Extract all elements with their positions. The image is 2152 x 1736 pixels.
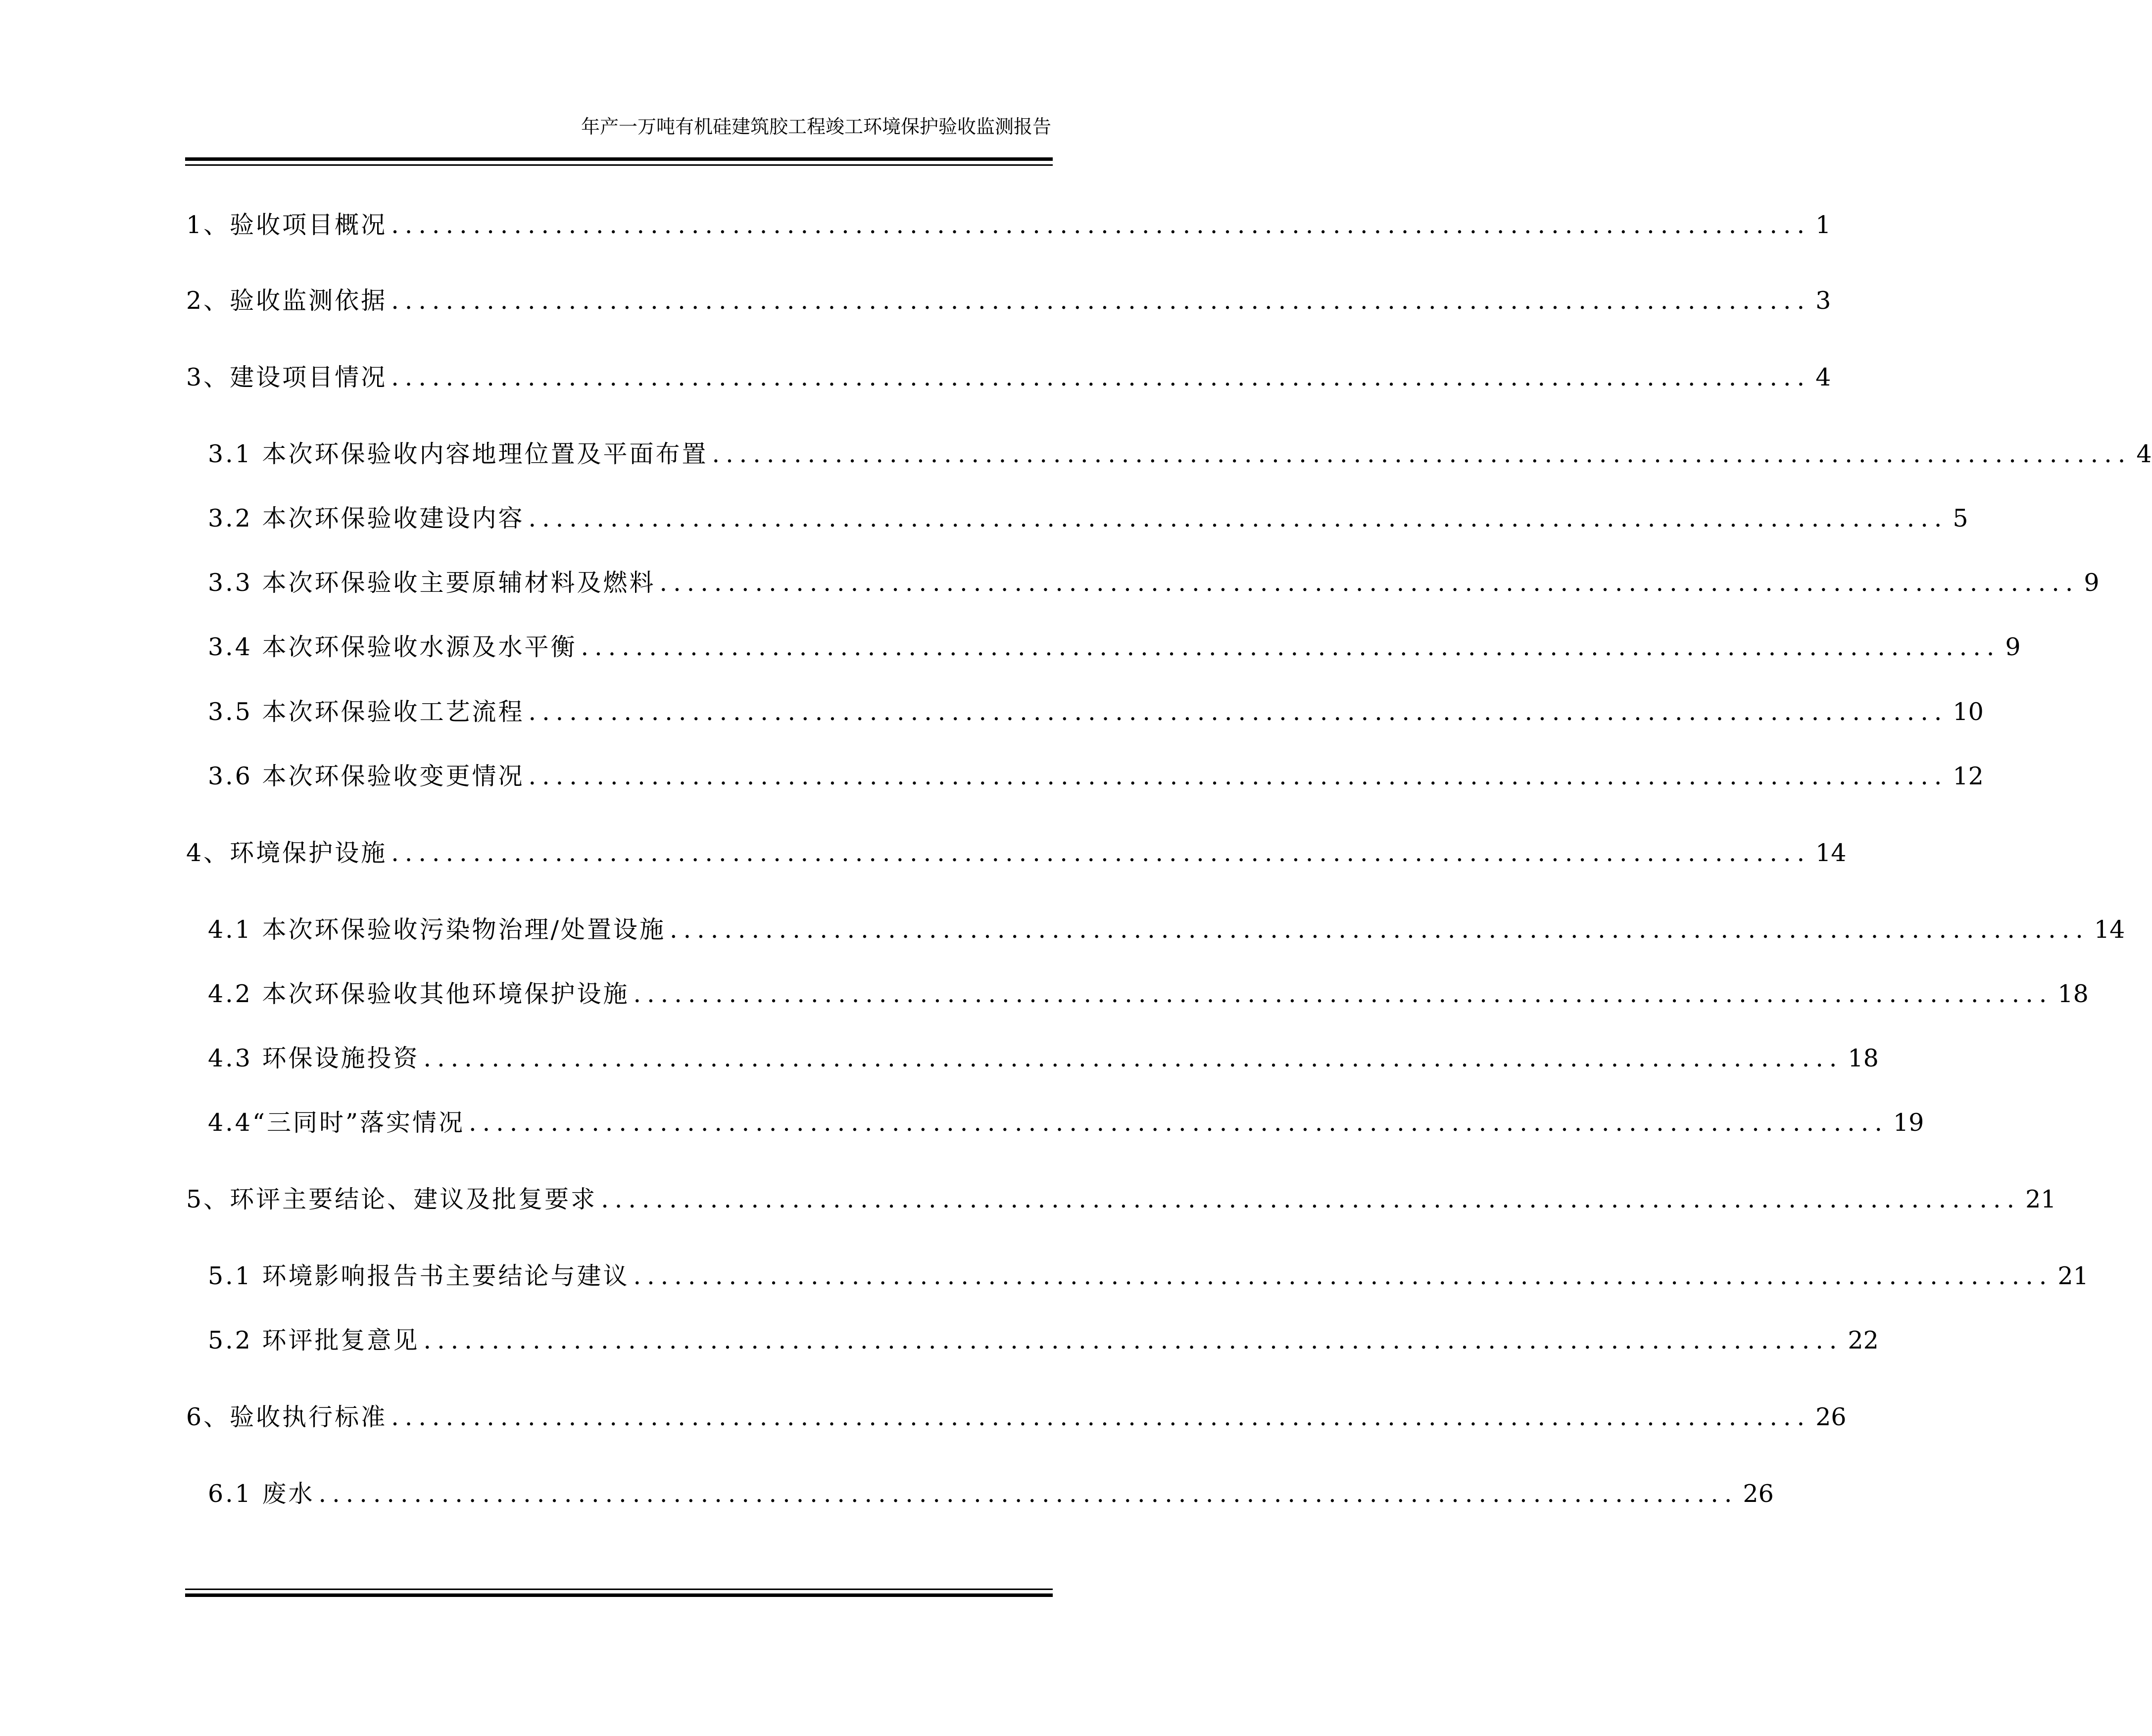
toc-leader-dots: ........................................................................................................ <box>391 211 1811 239</box>
toc-leader-dots: ........................................................................................................ <box>528 698 1948 726</box>
toc-entry-label: 4.1 本次环保验收污染物治理/处置设施 <box>208 916 666 944</box>
toc-entry-label: 5.2 环评批复意见 <box>208 1326 420 1354</box>
toc-leader-dots: ........................................................................................................ <box>633 1262 2053 1290</box>
toc-entry-page: 22 <box>1848 1326 1879 1354</box>
toc-entry[interactable] <box>208 1259 2089 1294</box>
toc-entry-label: 3.6 本次环保验收变更情况 <box>208 762 525 790</box>
toc-entry-page: 21 <box>2057 1262 2089 1290</box>
toc-leader-dots: ........................................................................................................ <box>391 287 1811 315</box>
toc-leader-dots: ........................................................................................................ <box>633 980 2053 1008</box>
toc-entry-label: 4.4“三同时”落实情况 <box>208 1109 465 1137</box>
toc-entry[interactable] <box>208 566 2100 600</box>
toc-entry-page: 21 <box>2025 1185 2056 1213</box>
toc-entry-page: 19 <box>1893 1109 1924 1137</box>
toc-leader-dots: ........................................................................................................ <box>391 363 1811 391</box>
toc-leader-dots: ........................................................................................................ <box>469 1109 1888 1137</box>
toc-entry-page: 1 <box>1815 211 1831 239</box>
toc-entry[interactable] <box>208 913 2125 947</box>
toc-entry-label: 5.1 环境影响报告书主要结论与建议 <box>208 1262 630 1290</box>
toc-entry[interactable] <box>208 1477 1774 1511</box>
toc-entry-label: 1、验收项目概况 <box>186 211 388 239</box>
toc-leader-dots: ........................................................................................................ <box>528 504 1948 532</box>
toc-entry[interactable] <box>208 1041 1879 1076</box>
toc-entry[interactable] <box>208 1106 1924 1140</box>
toc-entry-label: 6.1 废水 <box>208 1480 315 1508</box>
header-rule-thin <box>185 164 1053 166</box>
toc-leader-dots: ........................................................................................................ <box>423 1326 1843 1354</box>
toc-entry-page: 10 <box>1953 698 1984 726</box>
toc-entry[interactable] <box>208 630 2021 665</box>
toc-entry-page: 12 <box>1953 762 1984 790</box>
toc-entry-label: 4.2 本次环保验收其他环境保护设施 <box>208 980 630 1008</box>
header-rule-thick <box>185 157 1053 161</box>
toc-entry[interactable] <box>208 437 2152 472</box>
toc-leader-dots: ........................................................................................................ <box>601 1185 2021 1213</box>
toc-entry-label: 4、环境保护设施 <box>186 839 388 867</box>
toc-entry-page: 14 <box>1815 839 1847 867</box>
toc-entry[interactable] <box>208 695 1984 729</box>
toc-entry-label: 5、环评主要结论、建议及批复要求 <box>186 1185 597 1213</box>
toc-leader-dots: ........................................................................................................ <box>391 1403 1811 1431</box>
toc-entry-label: 3.3 本次环保验收主要原辅材料及燃料 <box>208 569 656 597</box>
toc-entry-page: 4 <box>2136 440 2152 468</box>
toc-entry[interactable] <box>208 501 1968 536</box>
toc-entry-label: 3.5 本次环保验收工艺流程 <box>208 698 525 726</box>
footer-rule-thick <box>185 1593 1053 1597</box>
toc-entry-label: 3、建设项目情况 <box>186 363 388 391</box>
toc-leader-dots: ........................................................................................................ <box>318 1480 1738 1508</box>
toc-entry-label: 3.1 本次环保验收内容地理位置及平面布置 <box>208 440 708 468</box>
toc-entry-page: 5 <box>1953 504 1968 532</box>
report-title: 年产一万吨有机硅建筑胶工程竣工环境保护验收监测报告 <box>581 116 1051 138</box>
toc-leader-dots: ........................................................................................................ <box>712 440 2132 468</box>
toc-entry[interactable] <box>186 360 1831 395</box>
toc-entry-label: 6、验收执行标准 <box>186 1403 388 1431</box>
toc-entry-page: 3 <box>1815 287 1831 315</box>
toc-leader-dots: ........................................................................................................ <box>659 569 2079 597</box>
toc-entry-label: 2、验收监测依据 <box>186 287 388 315</box>
toc-entry-page: 18 <box>2057 980 2089 1008</box>
toc-entry[interactable] <box>208 759 1984 794</box>
toc-entry-page: 14 <box>2094 916 2125 944</box>
toc-entry-label: 4.3 环保设施投资 <box>208 1044 420 1072</box>
toc-entry-page: 4 <box>1815 363 1831 391</box>
toc-entry-page: 9 <box>2084 569 2100 597</box>
toc-entry[interactable] <box>208 1323 1879 1358</box>
toc-leader-dots: ........................................................................................................ <box>581 633 2001 661</box>
toc-entry-label: 3.4 本次环保验收水源及水平衡 <box>208 633 577 661</box>
toc-leader-dots: ........................................................................................................ <box>528 762 1948 790</box>
toc-entry-page: 26 <box>1815 1403 1847 1431</box>
toc-entry[interactable] <box>186 284 1831 318</box>
toc-entry-page: 18 <box>1848 1044 1879 1072</box>
toc-entry-label: 3.2 本次环保验收建设内容 <box>208 504 525 532</box>
toc-entry[interactable] <box>186 836 1847 870</box>
toc-entry-page: 26 <box>1743 1480 1774 1508</box>
toc-entry[interactable] <box>186 208 1831 242</box>
toc-entry[interactable] <box>208 977 2089 1012</box>
toc-leader-dots: ........................................................................................................ <box>423 1044 1843 1072</box>
toc-entry[interactable] <box>186 1400 1847 1435</box>
toc-leader-dots: ........................................................................................................ <box>391 839 1811 867</box>
footer-rule-thin <box>185 1589 1053 1590</box>
toc-entry[interactable] <box>186 1182 2056 1217</box>
toc-entry-page: 9 <box>2005 633 2021 661</box>
toc-leader-dots: ........................................................................................................ <box>670 916 2089 944</box>
